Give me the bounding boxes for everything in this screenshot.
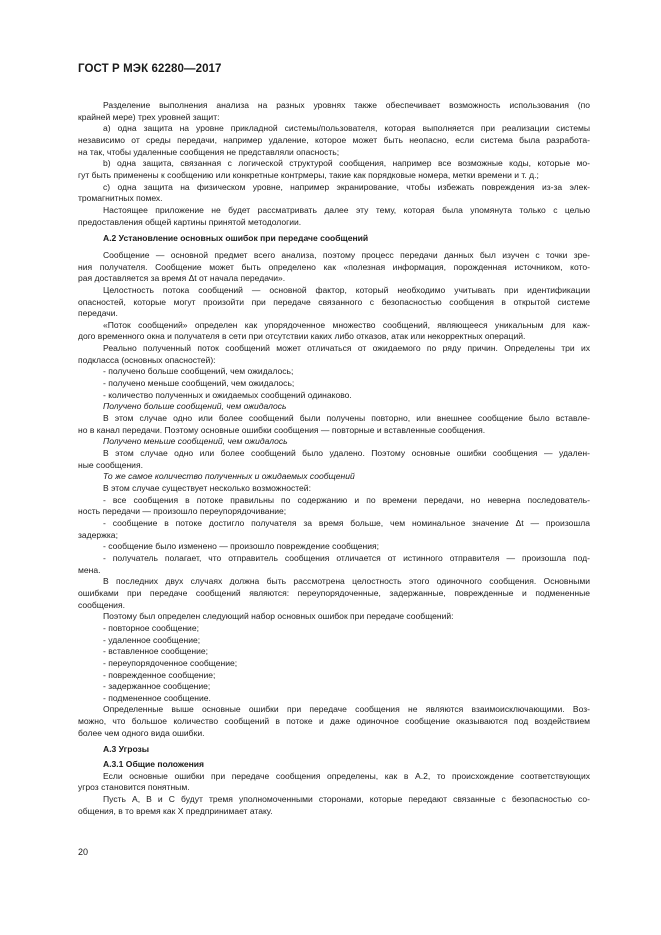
text-line: крайней мере) трех уровней защит: [78, 111, 220, 122]
list-item: - повторное сообщение; [103, 622, 199, 633]
text-line: рая доставляется за время Δt от начала передачи». [78, 273, 286, 284]
text-line: задержка; [78, 529, 118, 540]
text-line: Разделение выполнения анализа на разных уровнях также обеспечивает возможность использования (по [103, 100, 590, 110]
text-line: Реально полученный поток сообщений может отличаться от ожидаемого по ряду причин. Определены три их [103, 343, 590, 354]
text-line: Настоящее приложение не будет рассматривать далее эту тему, которая была упомянута только с целью [103, 204, 590, 215]
text-line: - все сообщения в потоке правильны по содержанию и по времени передачи, но неверна последователь- [103, 494, 590, 505]
italic-subheading: То же самое количество полученных и ожидаемых сообщений [103, 471, 355, 482]
list-item: - количество полученных и ожидаемых сообщений одинаково. [103, 389, 352, 400]
text-line: ошибками при передаче сообщений являются: переупорядоченные, задержанные, поврежденные и подмененные [78, 587, 590, 598]
text-line: на так, чтобы удаленные сообщения не представляли опасность; [78, 146, 340, 157]
text-line: тромагнитных помех. [78, 193, 163, 204]
text-line: - получатель полагает, что отправитель сообщения отличается от истинного отправителя — произошла под- [103, 552, 590, 563]
text-line: подкласса (основных опасностей): [78, 354, 216, 365]
italic-subheading: Получено больше сообщений, чем ожидалось [103, 401, 287, 412]
text-line: Поэтому был определен следующий набор основных ошибок при передаче сообщений: [103, 611, 454, 622]
section-heading: А.2 Установление основных ошибок при передаче сообщений [103, 233, 369, 244]
text-line: дого временного окна и получателя в сети при отсутствии каких либо отказов, атак или некорректных операций. [78, 331, 526, 342]
text-line: ность передачи — произошло переупорядочивание; [78, 506, 287, 517]
list-item: - переупорядоченное сообщение; [103, 657, 238, 668]
text-line: но в канал передачи. Поэтому основные ошибки сообщения — повторные и вставленные сообщения. [78, 424, 486, 435]
text-line: можно, что большое количество сообщений в потоке и даже одиночное сообщение оказываются под воздействием [78, 716, 590, 727]
text-line: Целостность потока сообщений — основной фактор, который необходимо учитывать при идентификации [103, 284, 590, 295]
text-line: мена. [78, 564, 101, 575]
section-heading: А.3 Угрозы [103, 744, 150, 755]
list-item: - вставленное сообщение; [103, 646, 208, 657]
text-line: В этом случае одно или более сообщений были получены повторно, или внешнее сообщение было вставле- [103, 413, 590, 424]
text-line: Пусть А, В и С будут тремя уполномоченными сторонами, которые передают связанные с безопасностью со- [103, 794, 590, 805]
text-line: сообщения. [78, 599, 125, 610]
text-line: общения, в то время как X предпринимает атаку. [78, 805, 273, 816]
list-item: - получено больше сообщений, чем ожидалось; [103, 366, 294, 377]
text-line: опасностей, которые могут произойти при передаче связанного с безопасностью сообщения в открытой системе [78, 296, 590, 307]
list-item: - удаленное сообщение; [103, 634, 201, 645]
text-line: В этом случае одно или более сообщений было удалено. Поэтому основные ошибки сообщения — удален- [103, 448, 590, 459]
text-line: гут быть применены к сообщению или конкретные контрмеры, такие как порядковые номера, метки времени и т. д.; [78, 169, 539, 180]
text-line: В этом случае существует несколько возможностей: [103, 483, 311, 493]
text-line: - сообщение было изменено — произошло повреждение сообщения; [103, 541, 380, 552]
text-line: В последних двух случаях должна быть рассмотрена целостность этого одиночного сообщения. Основными [103, 576, 590, 587]
text-line: угроз становится понятным. [78, 782, 190, 793]
document-body [78, 100, 590, 817]
text-line: ные сообщения. [78, 459, 143, 470]
list-item: - поврежденное сообщение; [103, 669, 216, 680]
text-line: Определенные выше основные ошибки при передаче сообщения не являются взаимоисключающими. Воз- [103, 704, 590, 715]
text-line: Сообщение — основной предмет всего анализа, поэтому процесс передачи данных был изучен с точки зре- [103, 249, 590, 260]
text-line: - сообщение в потоке достигло получателя за время больше, чем номинальное значение Δt — произошла [103, 517, 590, 528]
text-line: предоставления общей картины принятой методологии. [78, 216, 302, 227]
text-line: «Поток сообщений» определен как упорядоченное множество сообщений, являющееся уникальным для каж- [103, 319, 590, 330]
text-line: передачи. [78, 308, 118, 319]
page-number: 20 [78, 847, 89, 857]
subsection-heading: А.3.1 Общие положения [103, 759, 205, 770]
text-line: Если основные ошибки при передаче сообщения определены, как в А.2, то происхождение соответствующих [103, 770, 590, 781]
text-line: a) одна защита на уровне прикладной системы/пользователя, которая выполняется при реализации системы [103, 123, 590, 134]
text-line: независимо от среды передачи, например удаление, которое может быть неопасно, если система была разработа- [78, 134, 590, 145]
list-item: - задержанное сообщение; [103, 681, 211, 692]
italic-subheading: Получено меньше сообщений, чем ожидалось [103, 436, 288, 447]
text-line: b) одна защита, связанная с логической структурой сообщения, например все возможные коды, которые мо- [103, 158, 590, 169]
text-line: более чем одного вида ошибки. [78, 727, 205, 738]
page-header: ГОСТ Р МЭК 62280—2017 [78, 63, 222, 75]
text-line: c) одна защита на физическом уровне, например экранирование, чтобы избежать повреждения из-за элек- [103, 181, 590, 192]
list-item: - получено меньше сообщений, чем ожидалось; [103, 378, 295, 389]
text-line: ния получателя. Сообщение может быть определено как «полезная информация, порожденная источником, кото- [78, 261, 590, 272]
list-item: - подмененное сообщение. [103, 692, 211, 703]
